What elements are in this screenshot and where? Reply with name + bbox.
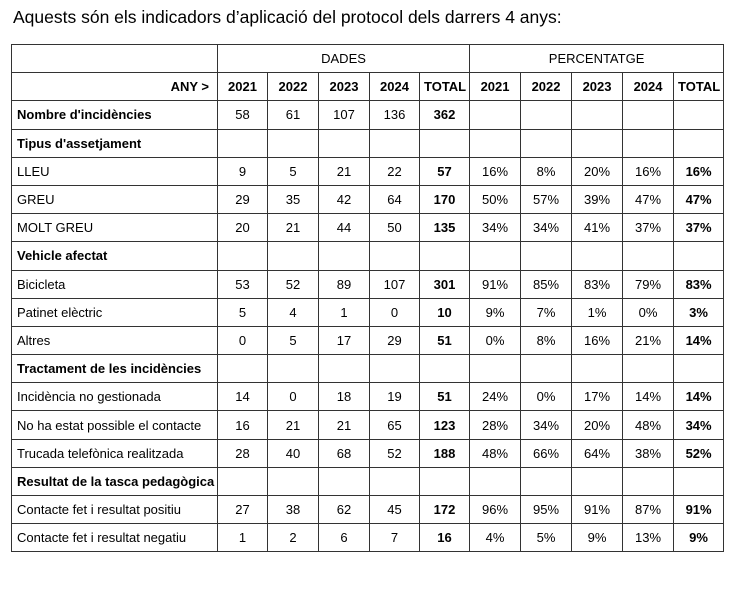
- total-cell: 16: [420, 524, 470, 552]
- value-cell: 9%: [470, 298, 521, 326]
- value-cell: 79%: [623, 270, 674, 298]
- value-cell: 87%: [623, 496, 674, 524]
- table-row: [12, 411, 724, 439]
- table-row: [12, 383, 724, 411]
- value-cell: 20%: [572, 411, 623, 439]
- value-cell: 0%: [521, 383, 572, 411]
- value-cell: 0: [370, 298, 420, 326]
- value-cell: [623, 355, 674, 383]
- value-cell: 21: [319, 411, 370, 439]
- total-cell: 188: [420, 439, 470, 467]
- column-header: 2024: [370, 73, 420, 101]
- value-cell: 41%: [572, 214, 623, 242]
- value-cell: 48%: [470, 439, 521, 467]
- group-header-row: [12, 45, 724, 73]
- table-row: [12, 326, 724, 354]
- row-label: Contacte fet i resultat positiu: [12, 496, 218, 524]
- value-cell: 68: [319, 439, 370, 467]
- total-cell: 123: [420, 411, 470, 439]
- table-row: [12, 185, 724, 213]
- value-cell: [319, 355, 370, 383]
- value-cell: 16%: [470, 157, 521, 185]
- column-header: 2021: [218, 73, 268, 101]
- table-row: [12, 298, 724, 326]
- value-cell: [470, 242, 521, 270]
- corner-cell: [12, 45, 218, 73]
- value-cell: [623, 467, 674, 495]
- value-cell: [470, 467, 521, 495]
- value-cell: 28%: [470, 411, 521, 439]
- total-cell: [674, 129, 724, 157]
- column-header: 2022: [521, 73, 572, 101]
- row-label: Tractament de les incidències: [12, 355, 218, 383]
- total-cell: [420, 467, 470, 495]
- value-cell: 85%: [521, 270, 572, 298]
- value-cell: [370, 129, 420, 157]
- value-cell: 58: [218, 101, 268, 129]
- value-cell: 29: [218, 185, 268, 213]
- dades-header: DADES: [218, 45, 470, 73]
- total-cell: 14%: [674, 383, 724, 411]
- row-header-label: ANY >: [12, 73, 218, 101]
- value-cell: [521, 129, 572, 157]
- value-cell: 9%: [572, 524, 623, 552]
- value-cell: [572, 101, 623, 129]
- total-cell: 135: [420, 214, 470, 242]
- value-cell: 7: [370, 524, 420, 552]
- value-cell: 42: [319, 185, 370, 213]
- value-cell: 40: [268, 439, 319, 467]
- value-cell: [623, 101, 674, 129]
- value-cell: 38: [268, 496, 319, 524]
- value-cell: 64%: [572, 439, 623, 467]
- value-cell: [268, 355, 319, 383]
- section-row: [12, 355, 724, 383]
- value-cell: 0%: [623, 298, 674, 326]
- value-cell: 136: [370, 101, 420, 129]
- table-row: [12, 214, 724, 242]
- value-cell: [470, 101, 521, 129]
- value-cell: 29: [370, 326, 420, 354]
- row-label: Altres: [12, 326, 218, 354]
- value-cell: 5: [218, 298, 268, 326]
- row-label: MOLT GREU: [12, 214, 218, 242]
- total-cell: 37%: [674, 214, 724, 242]
- table-row: [12, 524, 724, 552]
- value-cell: 21: [268, 411, 319, 439]
- value-cell: 95%: [521, 496, 572, 524]
- total-cell: 16%: [674, 157, 724, 185]
- value-cell: 4%: [470, 524, 521, 552]
- column-header: 2024: [623, 73, 674, 101]
- total-cell: 3%: [674, 298, 724, 326]
- total-cell: 10: [420, 298, 470, 326]
- value-cell: 53: [218, 270, 268, 298]
- total-cell: 57: [420, 157, 470, 185]
- table-row: [12, 270, 724, 298]
- value-cell: 64: [370, 185, 420, 213]
- indicators-table: [11, 44, 724, 552]
- value-cell: [521, 242, 572, 270]
- value-cell: 65: [370, 411, 420, 439]
- value-cell: [370, 467, 420, 495]
- value-cell: 22: [370, 157, 420, 185]
- column-header: 2023: [319, 73, 370, 101]
- value-cell: 18: [319, 383, 370, 411]
- column-header: 2021: [470, 73, 521, 101]
- value-cell: 5%: [521, 524, 572, 552]
- value-cell: 1: [218, 524, 268, 552]
- value-cell: 1%: [572, 298, 623, 326]
- value-cell: 107: [370, 270, 420, 298]
- value-cell: [370, 355, 420, 383]
- value-cell: 21%: [623, 326, 674, 354]
- value-cell: 89: [319, 270, 370, 298]
- value-cell: [572, 467, 623, 495]
- total-cell: [420, 242, 470, 270]
- value-cell: 44: [319, 214, 370, 242]
- value-cell: 21: [268, 214, 319, 242]
- value-cell: 20%: [572, 157, 623, 185]
- value-cell: 19: [370, 383, 420, 411]
- value-cell: [470, 129, 521, 157]
- row-label: Bicicleta: [12, 270, 218, 298]
- value-cell: 16%: [623, 157, 674, 185]
- value-cell: 34%: [521, 214, 572, 242]
- value-cell: [218, 129, 268, 157]
- row-label: Patinet elèctric: [12, 298, 218, 326]
- section-row: [12, 129, 724, 157]
- total-cell: 362: [420, 101, 470, 129]
- value-cell: 50: [370, 214, 420, 242]
- value-cell: 0: [218, 326, 268, 354]
- row-label: Nombre d'incidències: [12, 101, 218, 129]
- column-header: TOTAL: [420, 73, 470, 101]
- value-cell: 91%: [470, 270, 521, 298]
- total-cell: [674, 467, 724, 495]
- total-cell: 14%: [674, 326, 724, 354]
- value-cell: [521, 101, 572, 129]
- value-cell: [521, 355, 572, 383]
- total-cell: 52%: [674, 439, 724, 467]
- value-cell: 8%: [521, 326, 572, 354]
- value-cell: 16: [218, 411, 268, 439]
- value-cell: [218, 242, 268, 270]
- value-cell: 8%: [521, 157, 572, 185]
- value-cell: [268, 242, 319, 270]
- value-cell: [470, 355, 521, 383]
- value-cell: 83%: [572, 270, 623, 298]
- table-row: [12, 439, 724, 467]
- value-cell: 34%: [521, 411, 572, 439]
- year-header-row: [12, 73, 724, 101]
- table-row: [12, 496, 724, 524]
- value-cell: 45: [370, 496, 420, 524]
- value-cell: [370, 242, 420, 270]
- row-label: Tipus d'assetjament: [12, 129, 218, 157]
- value-cell: 28: [218, 439, 268, 467]
- total-cell: 9%: [674, 524, 724, 552]
- value-cell: 39%: [572, 185, 623, 213]
- section-row: [12, 242, 724, 270]
- total-cell: 83%: [674, 270, 724, 298]
- value-cell: 14%: [623, 383, 674, 411]
- total-cell: 51: [420, 383, 470, 411]
- value-cell: 4: [268, 298, 319, 326]
- total-cell: 91%: [674, 496, 724, 524]
- total-cell: 51: [420, 326, 470, 354]
- value-cell: 107: [319, 101, 370, 129]
- value-cell: 21: [319, 157, 370, 185]
- value-cell: [623, 242, 674, 270]
- value-cell: [319, 467, 370, 495]
- value-cell: [319, 129, 370, 157]
- total-cell: [420, 129, 470, 157]
- value-cell: 50%: [470, 185, 521, 213]
- value-cell: 14: [218, 383, 268, 411]
- value-cell: 47%: [623, 185, 674, 213]
- value-cell: [623, 129, 674, 157]
- value-cell: 91%: [572, 496, 623, 524]
- value-cell: 27: [218, 496, 268, 524]
- value-cell: 17: [319, 326, 370, 354]
- percentatge-header: PERCENTATGE: [470, 45, 724, 73]
- value-cell: 0: [268, 383, 319, 411]
- value-cell: 6: [319, 524, 370, 552]
- value-cell: 20: [218, 214, 268, 242]
- value-cell: 62: [319, 496, 370, 524]
- column-header: 2022: [268, 73, 319, 101]
- value-cell: [268, 129, 319, 157]
- row-label: Trucada telefònica realitzada: [12, 439, 218, 467]
- value-cell: 0%: [470, 326, 521, 354]
- value-cell: [319, 242, 370, 270]
- value-cell: 7%: [521, 298, 572, 326]
- total-cell: 170: [420, 185, 470, 213]
- value-cell: [218, 467, 268, 495]
- section-row: [12, 467, 724, 495]
- total-cell: [420, 355, 470, 383]
- row-label: Vehicle afectat: [12, 242, 218, 270]
- column-header: 2023: [572, 73, 623, 101]
- row-label: Incidència no gestionada: [12, 383, 218, 411]
- value-cell: 96%: [470, 496, 521, 524]
- total-cell: 301: [420, 270, 470, 298]
- value-cell: 61: [268, 101, 319, 129]
- row-label: Resultat de la tasca pedagògica: [12, 467, 218, 495]
- value-cell: 48%: [623, 411, 674, 439]
- value-cell: 34%: [470, 214, 521, 242]
- value-cell: 5: [268, 157, 319, 185]
- value-cell: 1: [319, 298, 370, 326]
- intro-text: Aquests són els indicadors d’aplicació del protocol dels darrers 4 anys:: [13, 7, 562, 27]
- value-cell: 17%: [572, 383, 623, 411]
- total-cell: 34%: [674, 411, 724, 439]
- column-header: TOTAL: [674, 73, 724, 101]
- row-label: GREU: [12, 185, 218, 213]
- row-label: No ha estat possible el contacte: [12, 411, 218, 439]
- value-cell: 2: [268, 524, 319, 552]
- value-cell: 35: [268, 185, 319, 213]
- value-cell: [572, 355, 623, 383]
- value-cell: 66%: [521, 439, 572, 467]
- value-cell: 52: [370, 439, 420, 467]
- value-cell: 38%: [623, 439, 674, 467]
- section-row: [12, 101, 724, 129]
- value-cell: 52: [268, 270, 319, 298]
- value-cell: [268, 467, 319, 495]
- total-cell: [674, 355, 724, 383]
- value-cell: 24%: [470, 383, 521, 411]
- value-cell: 37%: [623, 214, 674, 242]
- value-cell: [572, 242, 623, 270]
- table-row: [12, 157, 724, 185]
- value-cell: [572, 129, 623, 157]
- total-cell: 172: [420, 496, 470, 524]
- value-cell: [218, 355, 268, 383]
- row-label: LLEU: [12, 157, 218, 185]
- total-cell: [674, 101, 724, 129]
- row-label: Contacte fet i resultat negatiu: [12, 524, 218, 552]
- value-cell: 5: [268, 326, 319, 354]
- value-cell: 13%: [623, 524, 674, 552]
- value-cell: 9: [218, 157, 268, 185]
- value-cell: 57%: [521, 185, 572, 213]
- total-cell: [674, 242, 724, 270]
- value-cell: [521, 467, 572, 495]
- total-cell: 47%: [674, 185, 724, 213]
- value-cell: 16%: [572, 326, 623, 354]
